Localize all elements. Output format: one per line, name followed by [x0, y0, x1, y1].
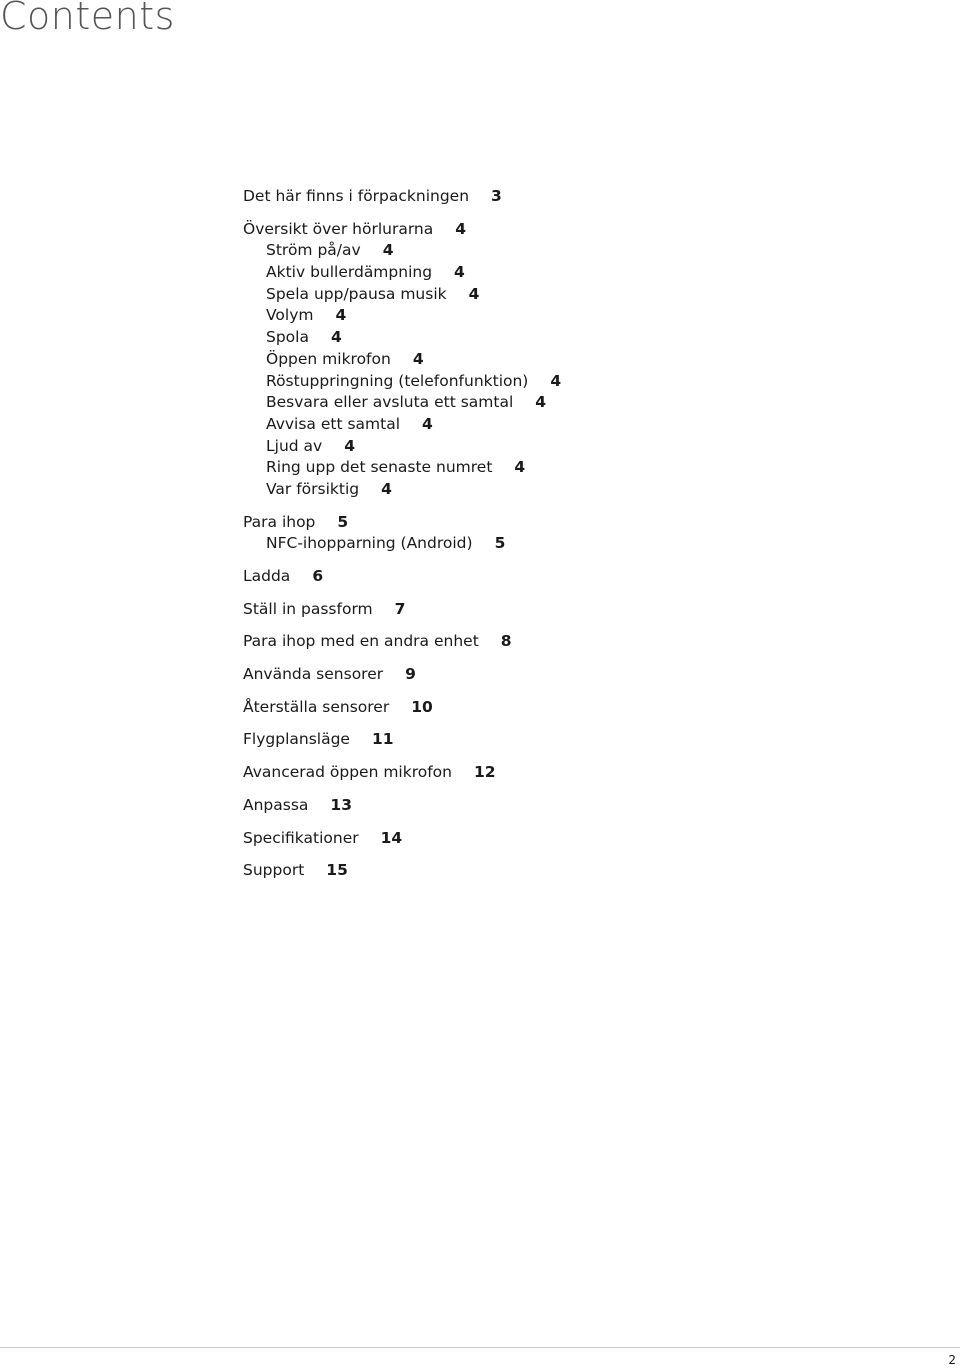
toc-page-number: 6	[312, 567, 324, 585]
toc-section	[243, 566, 803, 588]
toc-entry[interactable]	[243, 762, 803, 784]
toc-subentry[interactable]	[243, 305, 803, 327]
toc-entry-label: Ladda	[243, 567, 291, 585]
toc-entry[interactable]	[243, 512, 803, 534]
toc-section	[243, 729, 803, 751]
toc-page-number: 10	[411, 697, 433, 716]
toc-page-number: 13	[330, 795, 352, 814]
toc-entry-label: Ström på/av	[266, 241, 361, 260]
toc-page-number: 4	[454, 263, 465, 282]
toc-entry-label: Det här finns i förpackningen	[243, 187, 470, 205]
page-title: Contents	[0, 0, 175, 38]
toc-subentry[interactable]	[243, 479, 803, 501]
toc-entry-label: Återställa sensorer	[243, 697, 390, 716]
toc-entry-label: Aktiv bullerdämpning	[266, 263, 433, 282]
toc-section	[243, 762, 803, 784]
toc-entry-label: Öppen mikrofon	[266, 349, 391, 368]
toc-subentry[interactable]	[243, 262, 803, 284]
toc-entry[interactable]	[243, 186, 803, 208]
toc-page-number: 3	[491, 187, 502, 205]
toc-page-number: 15	[326, 861, 348, 880]
toc-entry-label: Specifikationer	[243, 828, 359, 847]
toc-entry-label: Röstuppringning (telefonfunktion)	[266, 371, 529, 390]
toc-section	[243, 697, 803, 719]
toc-entry[interactable]	[243, 729, 803, 751]
toc-section	[243, 512, 803, 555]
toc-section	[243, 219, 803, 501]
toc-entry-label: Översikt över hörlurarna	[243, 219, 434, 238]
toc-entry[interactable]	[243, 795, 803, 817]
toc-entry[interactable]	[243, 860, 803, 882]
toc-page-number: 4	[535, 393, 547, 412]
toc-section	[243, 828, 803, 850]
toc-page-number: 7	[394, 599, 406, 618]
toc-section	[243, 860, 803, 882]
toc-subentry[interactable]	[243, 349, 803, 371]
table-of-contents	[243, 186, 803, 893]
toc-entry[interactable]	[243, 664, 803, 686]
toc-page-number: 14	[380, 828, 403, 847]
toc-entry[interactable]	[243, 599, 803, 621]
toc-page-number: 4	[381, 479, 392, 498]
toc-page-number: 9	[405, 665, 416, 684]
toc-page-number: 4	[468, 284, 480, 303]
toc-section	[243, 631, 803, 653]
toc-entry-label: Avvisa ett samtal	[266, 414, 401, 433]
toc-subentry[interactable]	[243, 240, 803, 262]
toc-entry[interactable]	[243, 566, 803, 588]
page-number: 2	[948, 1353, 956, 1367]
toc-page-number: 5	[337, 512, 349, 531]
toc-entry-label: Flygplansläge	[243, 730, 350, 749]
toc-entry-label: NFC-ihopparning (Android)	[266, 534, 473, 553]
toc-entry-label: Support	[243, 861, 305, 880]
toc-entry-label: Volym	[266, 306, 314, 325]
toc-subentry[interactable]	[243, 327, 803, 349]
toc-page-number: 8	[500, 632, 512, 651]
toc-section	[243, 186, 803, 208]
toc-entry-label: Spola	[266, 328, 309, 347]
toc-section	[243, 795, 803, 817]
toc-entry[interactable]	[243, 219, 803, 241]
toc-page-number: 4	[422, 414, 433, 433]
toc-entry-label: Ring upp det senaste numret	[266, 458, 493, 477]
toc-subentry[interactable]	[243, 533, 803, 555]
toc-subentry[interactable]	[243, 436, 803, 458]
toc-page-number: 4	[514, 458, 526, 477]
toc-subentry[interactable]	[243, 414, 803, 436]
toc-subentry[interactable]	[243, 371, 803, 393]
toc-entry-label: Spela upp/pausa musik	[266, 284, 447, 303]
toc-entry-label: Använda sensorer	[243, 665, 384, 684]
toc-page-number: 5	[494, 534, 506, 553]
toc-section	[243, 599, 803, 621]
toc-page-number: 4	[412, 349, 424, 368]
toc-entry-label: Para ihop	[243, 512, 316, 531]
toc-entry[interactable]	[243, 828, 803, 850]
toc-page-number: 4	[330, 328, 342, 347]
toc-section	[243, 664, 803, 686]
toc-subentry[interactable]	[243, 392, 803, 414]
toc-entry-label: Besvara eller avsluta ett samtal	[266, 393, 514, 412]
footer-divider	[0, 1347, 960, 1348]
toc-page-number: 12	[474, 763, 496, 782]
toc-subentry[interactable]	[243, 284, 803, 306]
toc-entry-label: Ställ in passform	[243, 599, 373, 618]
toc-entry-label: Avancerad öppen mikrofon	[243, 763, 452, 782]
toc-entry-label: Ljud av	[266, 436, 323, 455]
toc-page-number: 4	[382, 241, 394, 260]
toc-page-number: 4	[550, 371, 562, 390]
toc-page-number: 11	[371, 730, 394, 749]
toc-entry[interactable]	[243, 631, 803, 653]
toc-entry-label: Anpassa	[243, 795, 309, 814]
toc-entry-label: Var försiktig	[266, 479, 360, 498]
toc-page-number: 4	[455, 219, 467, 238]
toc-entry[interactable]	[243, 697, 803, 719]
toc-subentry[interactable]	[243, 457, 803, 479]
toc-page-number: 4	[344, 436, 355, 455]
toc-page-number: 4	[335, 306, 347, 325]
toc-entry-label: Para ihop med en andra enhet	[243, 632, 479, 651]
